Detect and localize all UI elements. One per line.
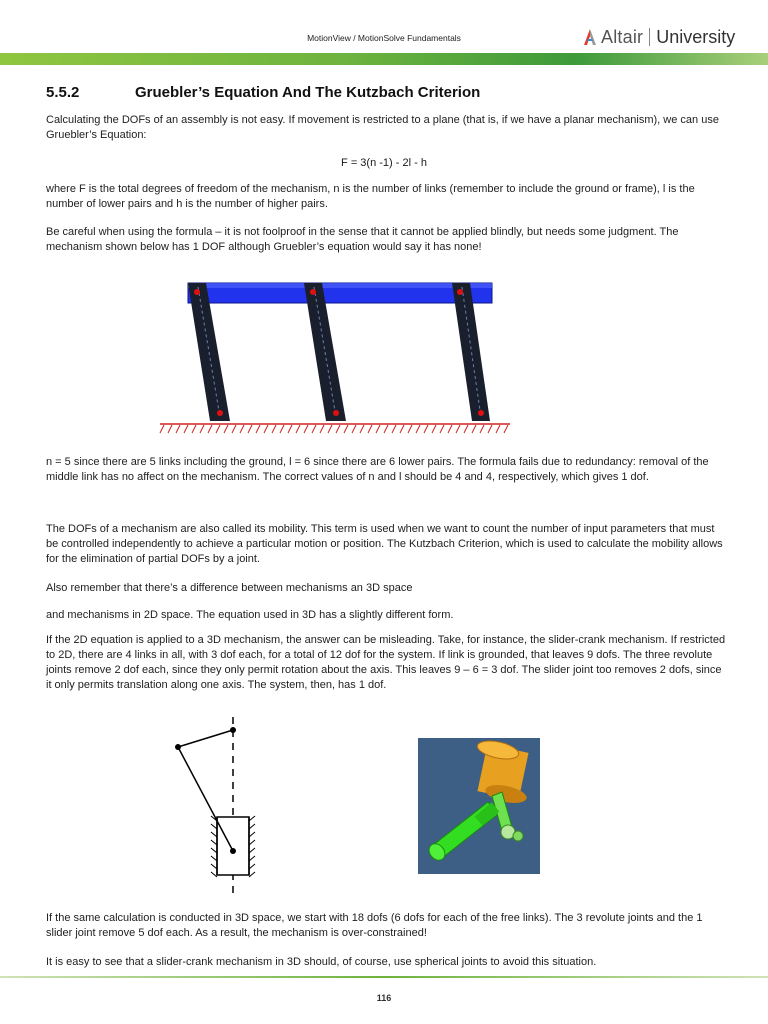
joint-bottom-middle: [333, 410, 339, 416]
connecting-rod: [178, 747, 233, 851]
guide-left-hatch: [211, 816, 217, 877]
paragraph-3d-space: Also remember that there’s a difference between mechanisms an 3D space: [46, 582, 413, 594]
paragraph-intro: Calculating the DOFs of an assembly is not easy. If movement is restricted to a plane (that is, if we have a planar mechanism), we can use Gruebler’s Equation:: [46, 114, 719, 141]
altair-university-logo: [583, 26, 735, 48]
link-middle: [304, 283, 346, 421]
brand-name: Altair: [601, 26, 644, 47]
crank-link: [178, 730, 233, 747]
coupler-highlight: [188, 283, 492, 288]
joint-bottom-left: [217, 410, 223, 416]
guide-right-hatch: [249, 816, 255, 877]
paragraph-spherical-joints: It is easy to see that a slider-crank mechanism in 3D should, of course, use spherical joints to avoid this situation.: [46, 956, 597, 968]
link-left: [188, 283, 230, 421]
section-number: 5.5.2: [46, 84, 80, 101]
slider-pin: [230, 848, 236, 854]
parallel-linkage-figure: [150, 275, 520, 437]
logo-divider: [649, 28, 650, 46]
ground-hatching: [160, 424, 510, 433]
paragraph-redundancy: n = 5 since there are 5 links including the ground, l = 6 since there are 6 lower pairs. The formula fails due to redundancy: removal of the middle link has no affect on the mechanism. The correct values of n and l should be 4 and 4, respectively, which gives 1 dof.: [46, 456, 709, 483]
crank-pivot: [230, 727, 236, 733]
paragraph-careful: Be careful when using the formula – it is not foolproof in the sense that it cannot be applied blindly, but needs some judgment. The mechanism shown below has 1 DOF although Gruebler’s equation would say it has none!: [46, 226, 679, 253]
link-right: [452, 283, 490, 421]
joint-top-middle: [310, 289, 316, 295]
brand-suffix: University: [656, 26, 736, 47]
paragraph-2d-space: and mechanisms in 2D space. The equation used in 3D has a slightly different form.: [46, 609, 454, 621]
paragraph-mobility: The DOFs of a mechanism are also called its mobility. This term is used when we want to count the number of input parameters that must be controlled independently to achieve a particular motion or position. The Kutzbach Criterion, which is used to calculate the mobility allows for the elimination of partial DOFs by a joint.: [46, 523, 723, 565]
altair-logo-icon: [583, 28, 597, 46]
gruebler-equation: F = 3(n -1) - 2l - h: [341, 157, 427, 169]
joint-top-right: [457, 289, 463, 295]
footer-divider: [0, 976, 768, 978]
section-title: Gruebler’s Equation And The Kutzbach Criterion: [135, 84, 481, 101]
paragraph-3d-calculation: If the same calculation is conducted in 3D space, we start with 18 dofs (6 dofs for each of the free links). The 3 revolute joints and the 1 slider joint remove 5 dof each. As a result, the mechanism is over-constrained!: [46, 912, 703, 939]
slider-crank-schematic: [165, 713, 275, 893]
slider-crank-3d-render: [418, 738, 540, 874]
header-bar: [0, 53, 768, 65]
paragraph-slider-crank: If the 2D equation is applied to a 3D mechanism, the answer can be misleading. Take, for instance, the slider-crank mechanism. If restricted to 2D, there are 4 links in all, with 3 dof each, for a total of 12 dof for the system. If link is grounded, that leaves 9 dofs. The three revolute joints remove 2 dof each, since they only permit rotation about the axis. This leaves 9 – 6 = 3 dof. The slider joint too removes 2 dofs, since it only permits translation along one axis. The system, then, has 1 dof.: [46, 634, 726, 691]
slider-block: [217, 817, 249, 875]
page-number: 116: [376, 993, 392, 1003]
joint-top-left: [194, 289, 200, 295]
joint-bottom-right: [478, 410, 484, 416]
paragraph-where: where F is the total degrees of freedom of the mechanism, n is the number of links (remember to include the ground or frame), l is the number of lower pairs and h is the number of higher pairs.: [46, 183, 695, 210]
course-title: MotionView / MotionSolve Fundamentals: [307, 33, 461, 43]
crank-pin: [175, 744, 181, 750]
